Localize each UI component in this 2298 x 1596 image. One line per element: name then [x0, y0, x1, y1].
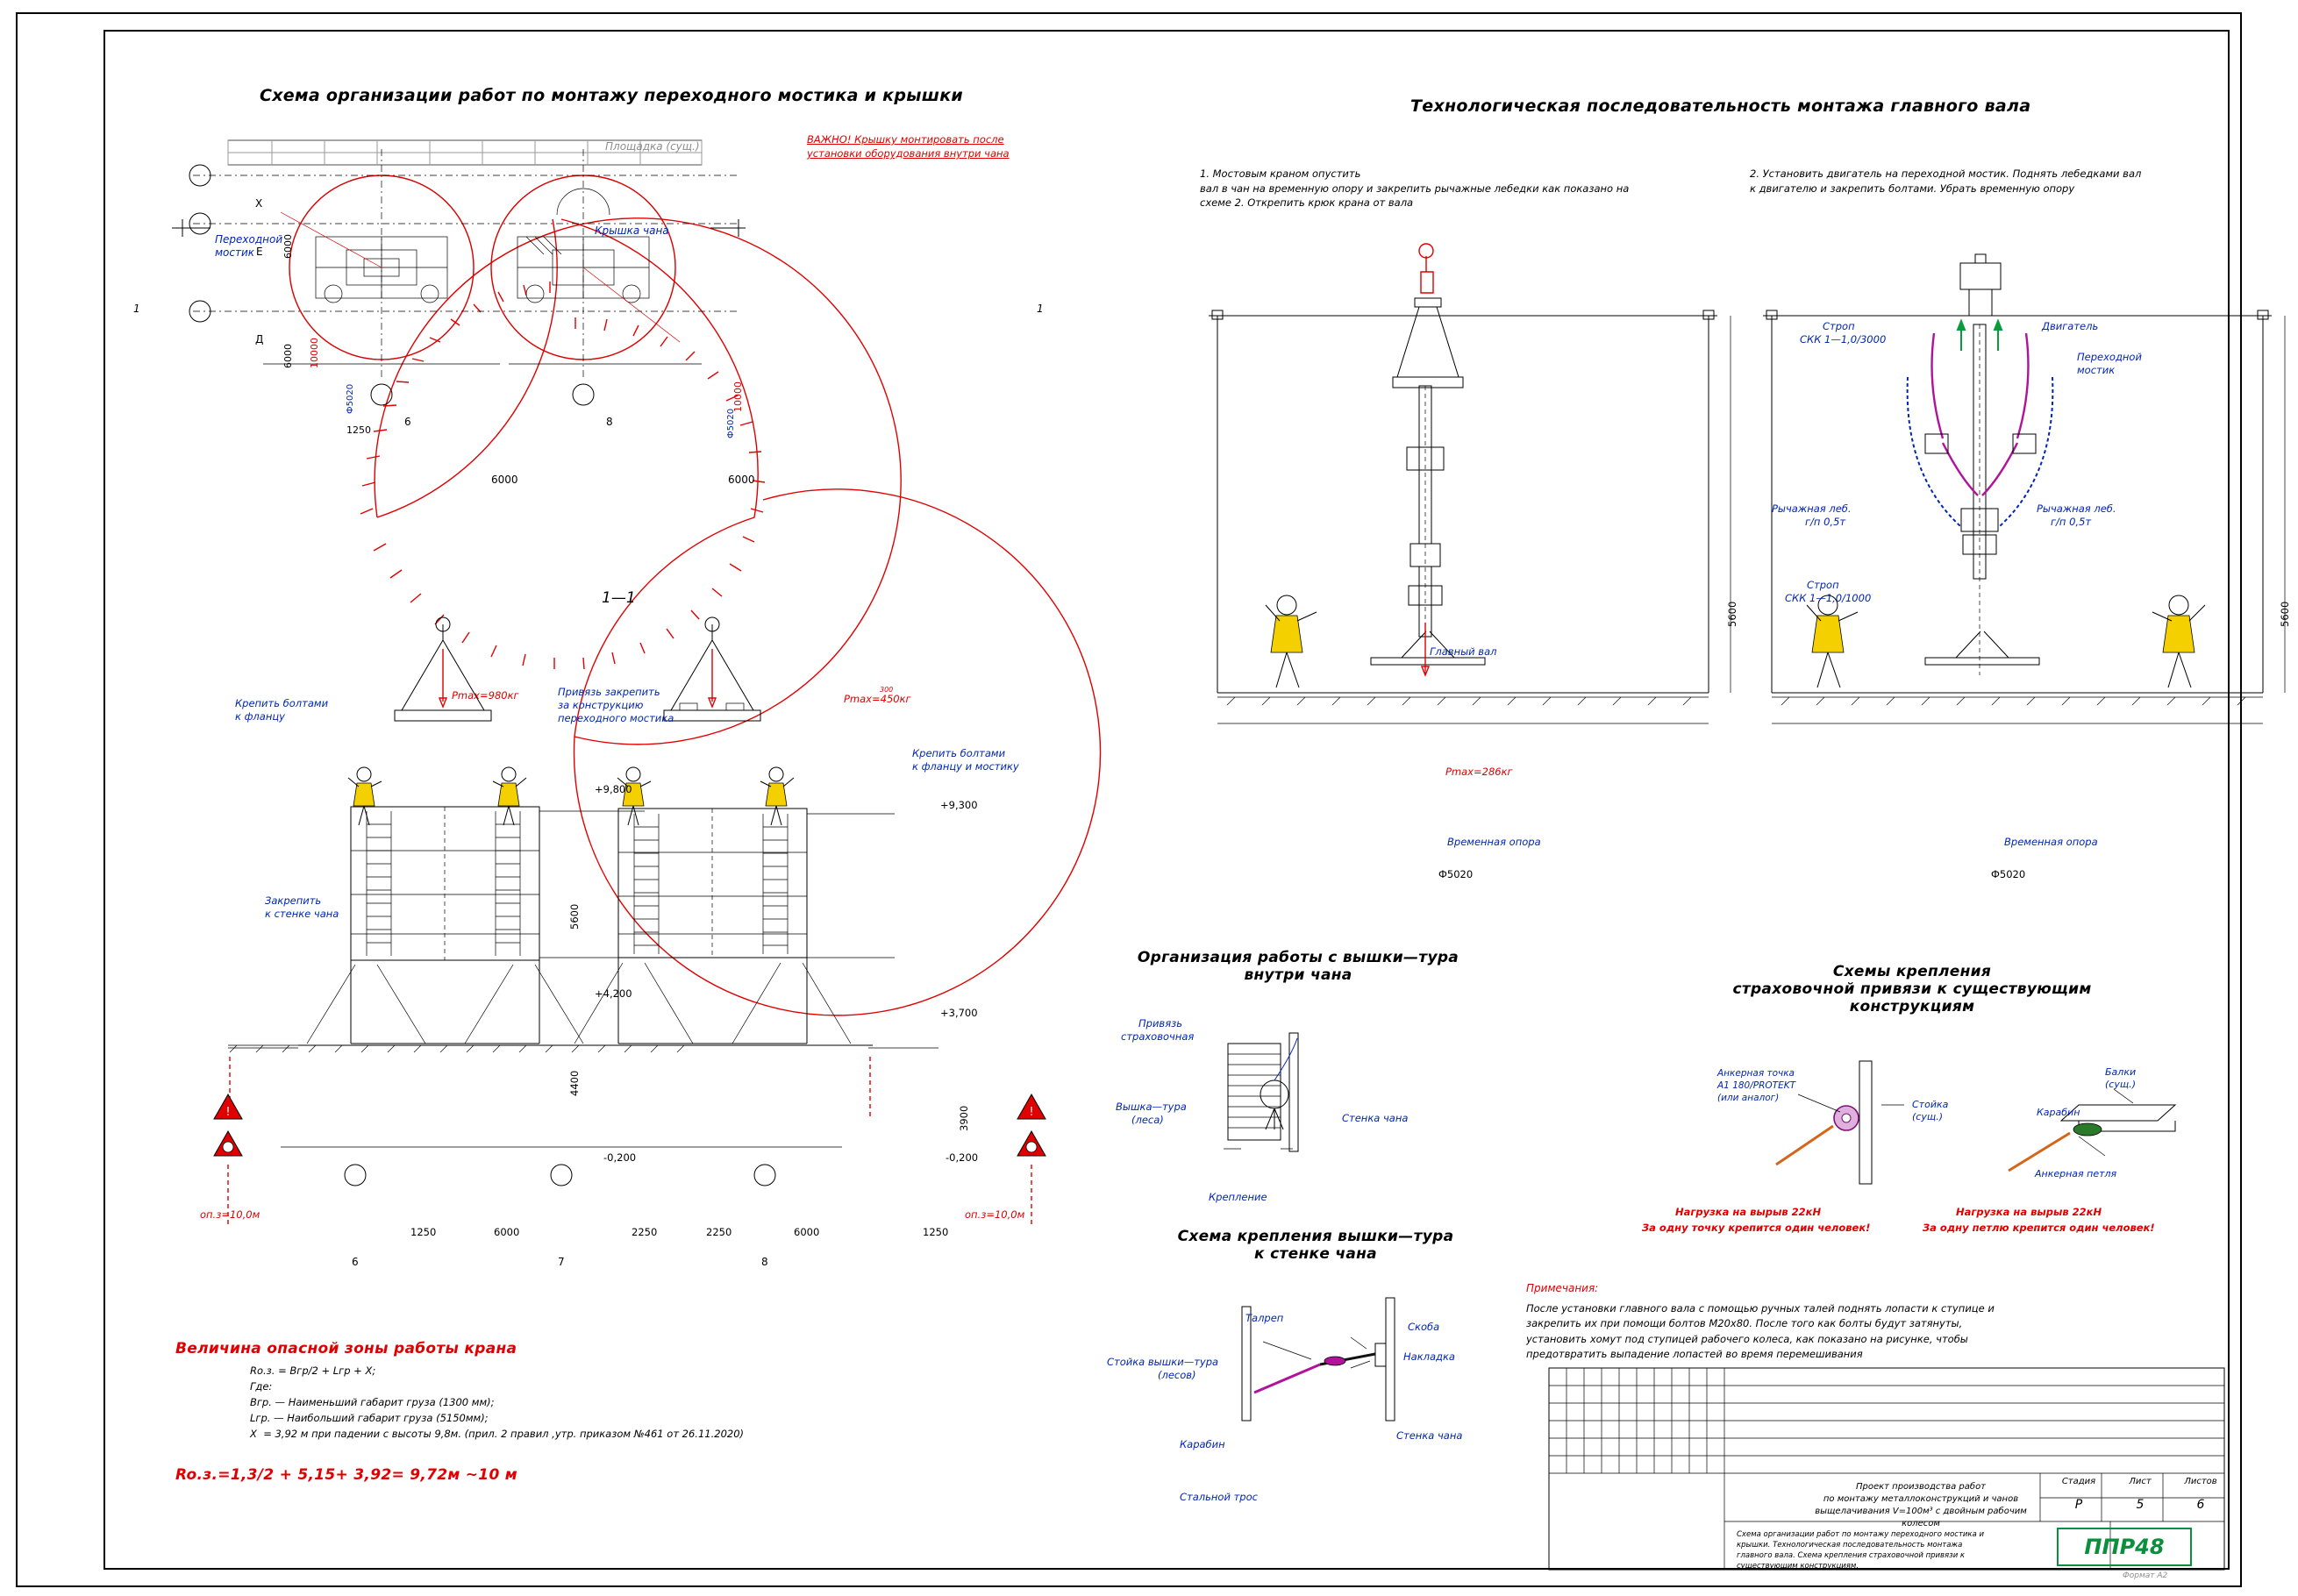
fix-wall-1: Закрепить: [265, 894, 322, 907]
winch-right-1: Рычажная леб.: [2037, 502, 2116, 515]
platform-label: Площадка (сущ.): [605, 140, 700, 153]
cut-mark-1b: 1: [1037, 303, 1044, 315]
dim-1250-b: 1250: [923, 1226, 949, 1238]
notes-title: Примечания:: [1526, 1282, 1599, 1294]
level-9300: +9,300: [940, 799, 978, 811]
anchor-right-note-1: Нагрузка на вырыв 22кН: [1956, 1206, 2102, 1218]
col-stage: Стадия: [2061, 1477, 2096, 1486]
axis-x: Х: [255, 197, 263, 210]
dim-6000-v2: 6000: [282, 344, 294, 368]
right-block-title: Технологическая последовательность монтажа главного вала: [1410, 96, 2031, 116]
bridge-label-2: мостик: [215, 246, 255, 259]
elevation-graphics: [175, 614, 1158, 1254]
left-block-title: Схема организации работ по монтажу переходного мостика и крышки: [260, 86, 964, 105]
company-logo-text: ППР48: [2084, 1535, 2165, 1559]
tower-block-title: Организация работы с вышки—тура внутри чана: [1137, 949, 1459, 984]
bolt-flange-bridge-2: к фланцу и мостику: [912, 760, 1019, 773]
bolt-flange-bridge-1: Крепить болтами: [912, 747, 1006, 759]
danger-zone-result: Ro.з.=1,3/2 + 5,15+ 3,92= 9,72м ~10 м: [175, 1466, 517, 1484]
dim-6000-v1: 6000: [282, 234, 294, 259]
dia-r2: Ф5020: [1991, 868, 2026, 880]
anchor-point-1: Анкерная точка: [1717, 1068, 1795, 1079]
sling-2-a: Строп: [1807, 579, 1839, 591]
bridge-label-1: Переходной: [215, 233, 283, 246]
danger-line-2: Вгр. — Наименьший габарит груза (1300 мм);: [250, 1396, 495, 1408]
steel-rope-label: Стальной трос: [1180, 1491, 1258, 1503]
fix-wall-2: к стенке чана: [265, 908, 339, 920]
val-sheet: 5: [2136, 1498, 2145, 1512]
plan-view-graphics: [175, 132, 1228, 658]
format-label: Формат А2: [2123, 1571, 2168, 1580]
pmax-980: Pmax=980кг: [452, 689, 519, 702]
notes-body: После установки главного вала с помощью ручных талей поднять лопасти к ступице и закрепить их при помощи болтов М20х80. После того как болты будут затянуты, установить хомут под ступицей рабочего колеса, как показано на рисунке, чтобы предотвратить выпадение лопастей во время перемешивания: [1526, 1302, 1995, 1360]
dim-1250-a: 1250: [410, 1226, 437, 1238]
axis-d: Д: [255, 333, 264, 346]
carabiner-label-1: Карабин: [1180, 1438, 1225, 1450]
col-sheets: Листов: [2184, 1477, 2217, 1486]
zone-left: оп.з=10,0м: [200, 1208, 260, 1221]
bolt-flange-1: Крепить болтами: [235, 697, 329, 709]
temp-support-1: Временная опора: [1447, 836, 1541, 848]
anchor-point-3: (или аналог): [1717, 1093, 1780, 1103]
axis-6-elev: 6: [352, 1256, 359, 1268]
company-logo: [2057, 1528, 2192, 1566]
danger-line-3: Lгр. — Наибольший габарит груза (5150мм);: [250, 1412, 489, 1424]
level-9800: +9,800: [595, 783, 632, 795]
level-m0200a: -0,200: [603, 1151, 637, 1164]
dim-6000-a: 6000: [494, 1226, 520, 1238]
svg-text:!: !: [225, 1106, 231, 1119]
dia-r1: Ф5020: [1438, 868, 1474, 880]
harness-2: за конструкцию: [558, 699, 644, 711]
beams-label-2: (сущ.): [2105, 1079, 2136, 1090]
warning-icon-right: [1016, 1087, 1068, 1193]
carabiner-label-2: Карабин: [2037, 1107, 2080, 1118]
bridge-r-1: Переходной: [2077, 351, 2142, 363]
fix-label: Крепление: [1209, 1191, 1267, 1203]
dim-5600-r2: 5600: [2279, 601, 2291, 627]
level-m0200b: -0,200: [946, 1151, 979, 1164]
dim-2250-b: 2250: [706, 1226, 732, 1238]
axis-6-plan: 6: [404, 416, 411, 428]
axis-8-elev: 8: [761, 1256, 768, 1268]
dim-6000-h1: 6000: [491, 474, 518, 486]
bridge-r-2: мостик: [2077, 364, 2116, 376]
svg-text:!: !: [1029, 1106, 1034, 1119]
danger-line-4: X = 3,92 м при падении с высоты 9,8м. (прил. 2 правил ,утр. приказом №461 от 26.11.2020): [250, 1428, 745, 1440]
project-line-3: выщелачивания V=100м³ с двойным рабочим: [1815, 1507, 2027, 1516]
project-line-4: колесом: [1902, 1519, 1940, 1528]
sling-1-a: Строп: [1823, 320, 1855, 332]
tower-label-1: Вышка—тура: [1116, 1101, 1187, 1113]
step-2-text: 2. Установить двигатель на переходной мостик. Поднять лебедками вал к двигателю и закрепить болтами. Убрать временную опору: [1750, 167, 2142, 195]
harness-3: переходного мостика: [558, 712, 674, 724]
tower-post-2: (лесов): [1158, 1369, 1196, 1381]
dim-3900: 3900: [958, 1105, 970, 1131]
project-line-1: Проект производства работ: [1855, 1482, 1987, 1492]
axis-7-elev: 7: [558, 1256, 565, 1268]
important-label-2: установки оборудования внутри чана: [807, 147, 1010, 160]
anchor-point-2: А1 180/PROTEKT: [1717, 1080, 1796, 1091]
dim-6000-h2: 6000: [728, 474, 755, 486]
dim-2250-a: 2250: [632, 1226, 658, 1238]
main-shaft-label: Главный вал: [1430, 645, 1497, 658]
dim-4400: 4400: [568, 1070, 581, 1096]
tower-label-2: (леса): [1131, 1114, 1164, 1126]
bracket-label: Скоба: [1408, 1321, 1440, 1333]
motor-label: Двигатель: [2042, 320, 2099, 332]
dim-5600-elev: 5600: [568, 903, 581, 930]
step-1-text: 1. Мостовым краном опустить вал в чан на временную опору и закрепить рычажные лебедки как показано на схеме 2. Открепить крюк крана от вала: [1200, 167, 1630, 210]
winch-right-2: г/п 0,5т: [2051, 516, 2092, 528]
danger-zone-title: Величина опасной зоны работы крана: [175, 1340, 517, 1357]
col-sheet: Лист: [2129, 1477, 2152, 1486]
cut-mark-1a: 1: [133, 303, 140, 315]
warning-icon-left: [212, 1087, 265, 1193]
dia-right: Ф5020: [726, 408, 736, 438]
dim-6000-b: 6000: [794, 1226, 820, 1238]
anchor-post-2: (сущ.): [1912, 1111, 1943, 1122]
tower-fix-title: Схема крепления вышки—тура к стенке чана: [1177, 1228, 1454, 1263]
lid-label: Крышка чана: [595, 224, 669, 237]
anchor-post-1: Стойка: [1912, 1099, 1949, 1110]
project-line-2: по монтажу металлоконструкций и чанов: [1823, 1494, 2019, 1504]
pmax-286: Pmax=286кг: [1445, 766, 1513, 778]
anchor-block-title: Схемы крепления страховочной привязи к существующим конструкциям: [1732, 963, 2092, 1015]
danger-line-1: Где:: [250, 1380, 273, 1393]
safety-harness-1: Привязь: [1138, 1017, 1183, 1030]
danger-line-0: Ro.з. = Вгр/2 + Lгр + X;: [250, 1364, 376, 1377]
val-stage: Р: [2074, 1498, 2083, 1512]
val-sheets: 6: [2196, 1498, 2205, 1512]
dim-10000-right: 10000: [732, 381, 744, 412]
dim-1250-plan: 1250: [346, 424, 371, 436]
level-4200: +4,200: [595, 987, 632, 1000]
important-label-1: ВАЖНО! Крышку монтировать после: [807, 133, 1004, 146]
axis-8-plan: 8: [606, 416, 613, 428]
temp-support-2: Временная опора: [2004, 836, 2098, 848]
dim-10000-left: 10000: [309, 338, 320, 368]
dim-5600-r1: 5600: [1726, 601, 1738, 627]
zone-right: оп.з=10,0м: [965, 1208, 1025, 1221]
plate-label: Накладка: [1403, 1350, 1455, 1363]
anchor-left-note-2: За одну точку крепится один человек!: [1642, 1222, 1871, 1234]
anchor-loop-label: Анкерная петля: [2035, 1168, 2117, 1179]
tank-wall-label-2: Стенка чана: [1396, 1429, 1463, 1442]
turnbuckle-label: Талреп: [1245, 1312, 1284, 1324]
sling-2-b: СКК 1—1,0/1000: [1785, 592, 1872, 604]
pmax-450-sup: 300: [880, 686, 894, 694]
winch-left-2: г/п 0,5т: [1805, 516, 1846, 528]
beams-label-1: Балки: [2105, 1066, 2137, 1078]
anchor-right-note-2: За одну петлю крепится один человек!: [1923, 1222, 2155, 1234]
axis-e: Е: [256, 246, 263, 258]
tower-inside-graphics: [1131, 1026, 1500, 1201]
pmax-450: Pmax=450кг: [844, 693, 911, 705]
tank-wall-label-1: Стенка чана: [1342, 1112, 1409, 1124]
anchor-left-note-1: Нагрузка на вырыв 22кН: [1675, 1206, 1822, 1218]
title-block-caption: Схема организации работ по монтажу переходного мостика и крышки. Технологическая последовательность монтажа главного вала. Схема крепления страховочной привязи к существующим конструкциям.: [1737, 1530, 1984, 1571]
sling-1-b: СКК 1—1,0/3000: [1800, 333, 1887, 346]
safety-harness-2: страховочная: [1121, 1030, 1195, 1043]
bolt-flange-2: к фланцу: [235, 710, 285, 723]
level-3700: +3,700: [940, 1007, 978, 1019]
winch-left-1: Рычажная леб.: [1772, 502, 1852, 515]
harness-1: Привязь закрепить: [558, 686, 660, 698]
section-label: 1—1: [602, 589, 636, 607]
tower-post-1: Стойка вышки—тура: [1107, 1356, 1219, 1368]
dia-left: Ф5020: [346, 383, 355, 414]
